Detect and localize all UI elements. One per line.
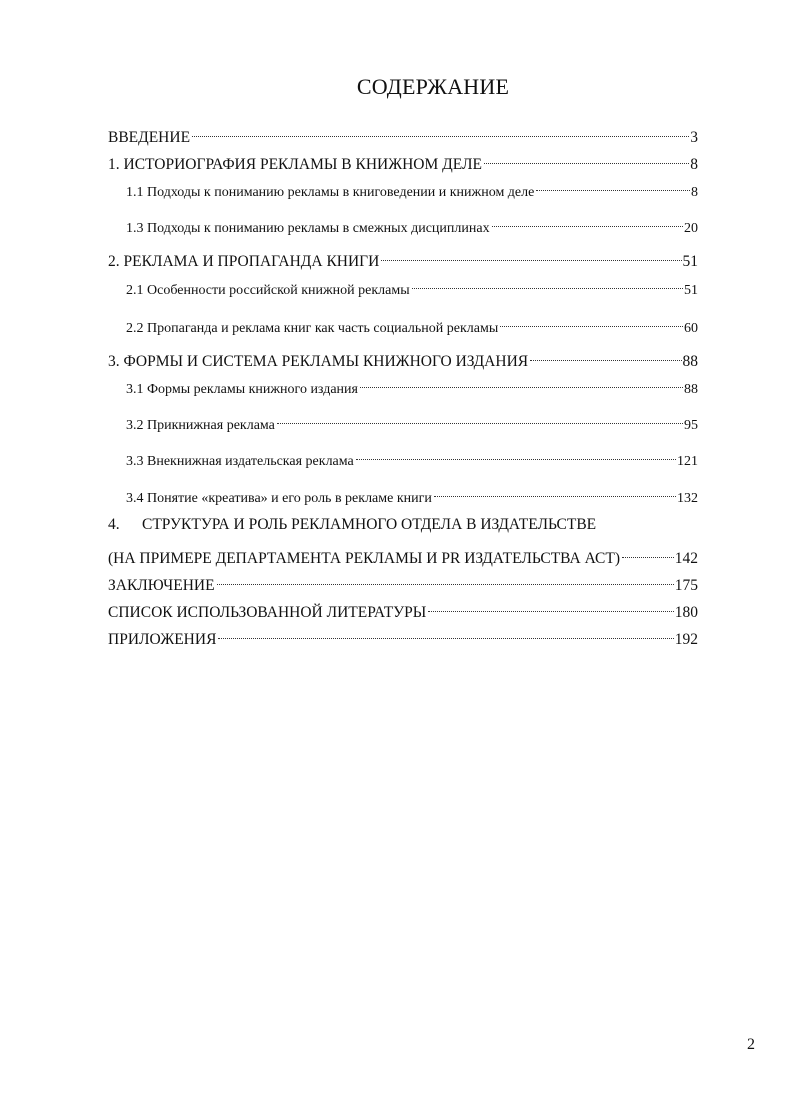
dot-leader bbox=[217, 568, 674, 590]
toc-entry-section-1-3[interactable] bbox=[126, 210, 698, 236]
toc-entry-text: 1.1 Подходы к пониманию рекламы в книговедении и книжном деле bbox=[126, 185, 535, 200]
toc-entry-conclusion[interactable] bbox=[108, 568, 698, 594]
toc-page-number: 132 bbox=[677, 491, 698, 506]
toc-page-number: 3 bbox=[690, 129, 698, 146]
toc-entry-chapter-1[interactable] bbox=[108, 147, 698, 173]
toc-entry-text: 1. ИСТОРИОГРАФИЯ РЕКЛАМЫ В КНИЖНОМ ДЕЛЕ bbox=[108, 156, 482, 173]
toc-chapter-number: 4. bbox=[108, 516, 120, 533]
toc-entry-section-2-2[interactable] bbox=[126, 310, 698, 336]
toc-entry-chapter-3[interactable] bbox=[108, 344, 698, 370]
toc-page-number: 175 bbox=[674, 577, 698, 594]
toc-entry-text: ВВЕДЕНИЕ bbox=[108, 129, 191, 146]
dot-leader bbox=[356, 443, 676, 465]
toc-entry-text: (НА ПРИМЕРЕ ДЕПАРТАМЕНТА РЕКЛАМЫ И PR ИЗДАТЕЛЬСТВА АСТ) bbox=[108, 550, 620, 567]
toc-page-number: 8 bbox=[690, 156, 698, 173]
toc-page-number: 142 bbox=[674, 550, 698, 567]
dot-leader bbox=[492, 210, 683, 232]
toc-entry-text: 3.2 Прикнижная реклама bbox=[126, 418, 275, 433]
toc-page-number: 51 bbox=[684, 283, 698, 298]
dot-leader bbox=[484, 147, 689, 169]
dot-leader bbox=[360, 371, 683, 393]
toc-entry-text: 1.3 Подходы к пониманию рекламы в смежных дисциплинах bbox=[126, 221, 490, 236]
dot-leader bbox=[536, 174, 690, 196]
toc-page-number: 8 bbox=[691, 185, 698, 200]
toc-entry-section-2-1[interactable] bbox=[126, 272, 698, 298]
toc-page-number: 51 bbox=[682, 253, 698, 270]
toc-entry-section-1-1[interactable] bbox=[126, 174, 698, 200]
toc-entry-text: 3.1 Формы рекламы книжного издания bbox=[126, 382, 358, 397]
dot-leader bbox=[428, 595, 673, 617]
dot-leader bbox=[277, 407, 683, 429]
toc-page-number: 88 bbox=[682, 353, 698, 370]
toc-page-number: 60 bbox=[684, 321, 698, 336]
toc-entry-bibliography[interactable] bbox=[108, 595, 698, 621]
dot-leader bbox=[530, 344, 681, 366]
dot-leader bbox=[381, 244, 681, 266]
toc-page-number: 95 bbox=[684, 418, 698, 433]
toc-entry-text: 2. РЕКЛАМА И ПРОПАГАНДА КНИГИ bbox=[108, 253, 380, 270]
toc-page-number: 180 bbox=[674, 604, 698, 621]
dot-leader bbox=[412, 272, 683, 294]
toc-entry-text: 2.1 Особенности российской книжной рекламы bbox=[126, 283, 410, 298]
toc-entry-text: СПИСОК ИСПОЛЬЗОВАННОЙ ЛИТЕРАТУРЫ bbox=[108, 604, 427, 621]
toc-page-number: 20 bbox=[684, 221, 698, 236]
dot-leader bbox=[500, 310, 683, 332]
toc-entry-section-3-2[interactable] bbox=[126, 407, 698, 433]
toc-entry-text: 2.2 Пропаганда и реклама книг как часть социальной рекламы bbox=[126, 321, 499, 336]
toc-entry-text: ПРИЛОЖЕНИЯ bbox=[108, 631, 217, 648]
toc-entry-text: 3.4 Понятие «креатива» и его роль в рекламе книги bbox=[126, 491, 432, 506]
toc-entry-text: 3. ФОРМЫ И СИСТЕМА РЕКЛАМЫ КНИЖНОГО ИЗДАНИЯ bbox=[108, 353, 529, 370]
page-number: 2 bbox=[747, 1036, 755, 1053]
toc-entry-appendices[interactable] bbox=[108, 622, 698, 648]
page-title: СОДЕРЖАНИЕ bbox=[356, 74, 510, 99]
toc-entry-chapter-4-line-1[interactable] bbox=[108, 514, 596, 536]
dot-leader bbox=[622, 541, 674, 563]
dot-leader bbox=[434, 480, 676, 502]
toc-entry-chapter-2[interactable] bbox=[108, 244, 698, 270]
toc-entry-intro[interactable] bbox=[108, 120, 698, 146]
toc-page-number: 192 bbox=[674, 631, 698, 648]
toc-entry-text: СТРУКТУРА И РОЛЬ РЕКЛАМНОГО ОТДЕЛА В ИЗДАТЕЛЬСТВЕ bbox=[142, 516, 597, 533]
toc-entry-text: 3.3 Внекнижная издательская реклама bbox=[126, 454, 354, 469]
toc-entry-chapter-4-line-2[interactable] bbox=[108, 541, 698, 567]
toc-entry-section-3-1[interactable] bbox=[126, 371, 698, 397]
toc-entry-text: ЗАКЛЮЧЕНИЕ bbox=[108, 577, 215, 594]
dot-leader bbox=[192, 120, 689, 142]
toc-page-number: 121 bbox=[677, 454, 698, 469]
toc-entry-section-3-4[interactable] bbox=[126, 480, 698, 506]
dot-leader bbox=[218, 622, 673, 644]
toc-entry-section-3-3[interactable] bbox=[126, 443, 698, 469]
toc-page-number: 88 bbox=[684, 382, 698, 397]
